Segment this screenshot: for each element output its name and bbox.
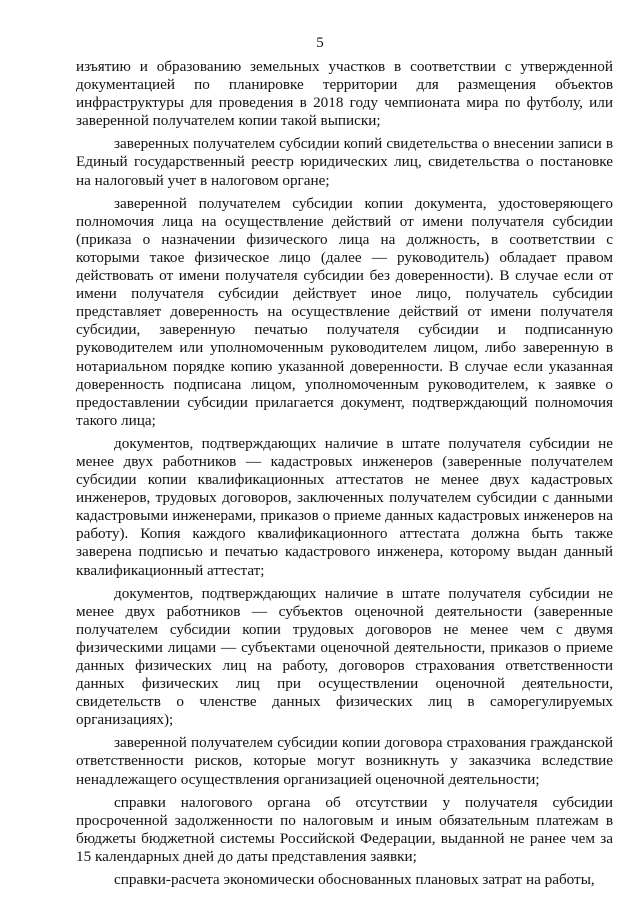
paragraph-3: заверенной получателем субсидии копии документа, удостоверяющего полномочия лица на осуществление действий от имени получателя субсидии (приказа о назначении физического лица на должность, в соответствии с которыми такое физическое лицо (далее — руководитель) обладает правом действовать от имени получателя субсидии без доверенности). В случае если от имени получателя субсидии действует иное лицо, получатель субсидии представляет доверенность на осуществление действий от имени получателя субсидии, заверенную печатью получателя субсидии и подписанную руководителем или уполномоченным руководителем лицом, либо заверенную в нотариальном порядке копию указанной доверенности. В случае если указанная доверенность подписана лицом, уполномоченным руководителем, к заявке о предоставлении субсидии прилагается документ, подтверждающий полномочия такого лица; <box>76 194 613 429</box>
paragraph-4: документов, подтверждающих наличие в штате получателя субсидии не менее двух работников — кадастровых инженеров (заверенные получателем субсидии копии квалификационных аттестатов не менее двух кадастровых инженеров, трудовых договоров, заключенных получателем субсидии с данными кадастровыми инженерами, приказов о приеме данных кадастровых инженеров на работу). Копия каждого квалификационного аттестата должна быть также заверена подписью и печатью кадастрового инженера, которому выдан данный квалификационный аттестат; <box>76 434 613 579</box>
document-body <box>76 58 613 894</box>
paragraph-1: изъятию и образованию земельных участков в соответствии с утвержденной документацией по планировке территории для размещения объектов инфраструктуры для проведения в 2018 году чемпионата мира по футболу, или заверенной получателем копии такой выписки; <box>76 58 613 130</box>
paragraph-2: заверенных получателем субсидии копий свидетельства о внесении записи в Единый государственный реестр юридических лиц, свидетельства о постановке на налоговый учет в налоговом органе; <box>76 135 613 189</box>
paragraph-7: справки налогового органа об отсутствии у получателя субсидии просроченной задолженности по налоговым и иным обязательным платежам в бюджеты бюджетной системы Российской Федерации, выданной не ранее чем за 15 календарных дней до даты представления заявки; <box>76 793 613 865</box>
page-number: 5 <box>316 35 324 51</box>
paragraph-8: справки-расчета экономически обоснованных плановых затрат на работы, <box>114 871 595 889</box>
paragraph-5: документов, подтверждающих наличие в штате получателя субсидии не менее двух работников — субъектов оценочной деятельности (заверенные получателем субсидии копии трудовых договоров не менее чем с двумя физическими лицами — субъектами оценочной деятельности, приказов о приеме данных физических лиц на работу, договоров страхования ответственности данных физических лиц при осуществлении оценочной деятельности, свидетельств о членстве данных физических лиц в саморегулируемых организациях); <box>76 584 613 729</box>
paragraph-6: заверенной получателем субсидии копии договора страхования гражданской ответственности рисков, которые могут возникнуть у заказчика вследствие ненадлежащего осуществления организацией оценочной деятельности; <box>76 734 613 788</box>
